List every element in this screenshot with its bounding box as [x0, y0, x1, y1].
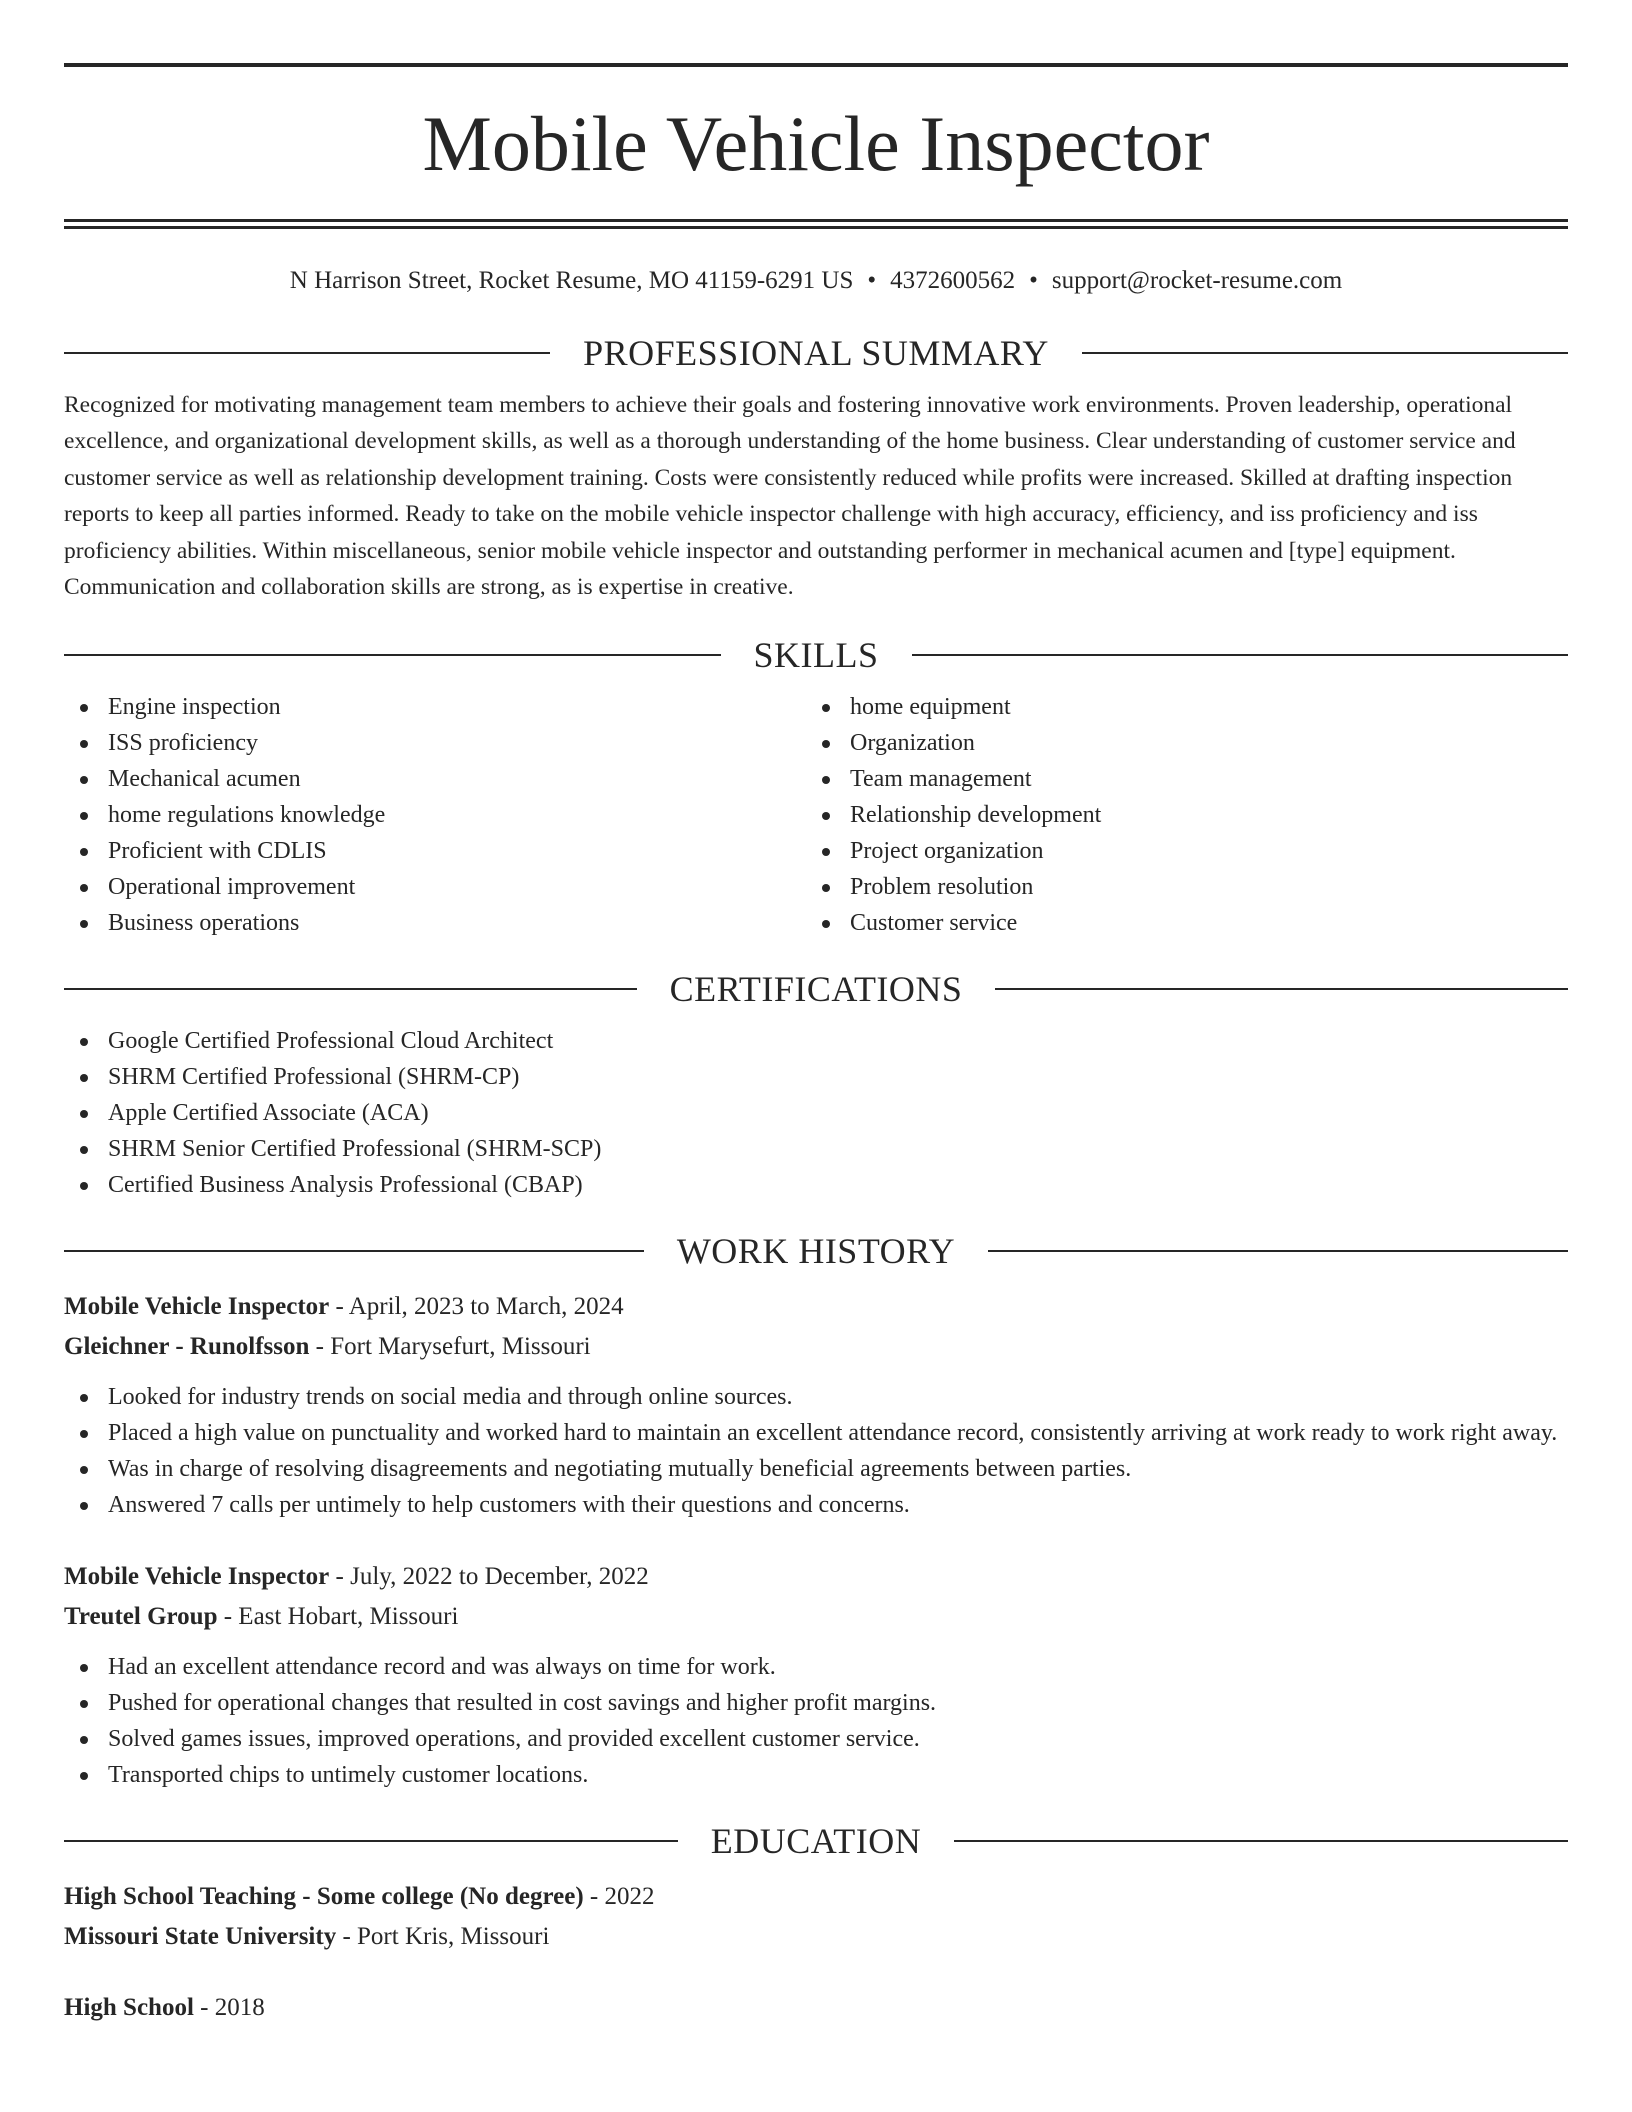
education-degree-line	[64, 1877, 1568, 1917]
skill-item: home equipment	[806, 689, 1548, 725]
job-bullet: Had an excellent attendance record and was always on time for work.	[64, 1649, 1568, 1685]
section-rule	[64, 1250, 644, 1252]
double-rule	[64, 219, 1568, 229]
skill-item: Organization	[806, 725, 1548, 761]
skill-item: Team management	[806, 761, 1548, 797]
skill-item: Proficient with CDLIS	[64, 833, 806, 869]
section-title: PROFESSIONAL SUMMARY	[583, 333, 1049, 373]
education-entry	[64, 1988, 1568, 2028]
contact-address: N Harrison Street, Rocket Resume, MO 41159-6291 US	[289, 267, 854, 294]
certification-item: Certified Business Analysis Professional (CBAP)	[64, 1167, 1568, 1203]
job-bullet-list	[64, 1379, 1568, 1523]
certification-item: SHRM Certified Professional (SHRM-CP)	[64, 1059, 1568, 1095]
skills-columns	[64, 689, 1568, 941]
job-company: Gleichner - Runolfsson	[64, 1333, 310, 1361]
contact-separator: •	[867, 267, 877, 294]
job-bullet: Was in charge of resolving disagreements and negotiating mutually beneficial agreements between parties.	[64, 1451, 1568, 1487]
contact-phone: 4372600562	[890, 267, 1016, 294]
job-title-line	[64, 1557, 1568, 1597]
skill-item: Relationship development	[806, 797, 1548, 833]
skills-list-left	[64, 689, 806, 941]
section-rule	[954, 1840, 1568, 1842]
section-header-certifications	[64, 967, 1568, 1011]
top-rule	[64, 63, 1568, 67]
section-title: WORK HISTORY	[676, 1231, 956, 1272]
certification-item: Google Certified Professional Cloud Architect	[64, 1023, 1568, 1059]
job-title: Mobile Vehicle Inspector	[64, 1293, 330, 1321]
section-header-summary	[64, 331, 1568, 375]
job-title: Mobile Vehicle Inspector	[64, 1563, 330, 1591]
skill-item: Business operations	[64, 905, 806, 941]
contact-separator: •	[1029, 267, 1038, 294]
skill-item: Customer service	[806, 905, 1548, 941]
candidate-name: Mobile Vehicle Inspector	[422, 100, 1210, 187]
job-bullet: Pushed for operational changes that resulted in cost savings and higher profit margins.	[64, 1685, 1568, 1721]
skill-item: Engine inspection	[64, 689, 806, 725]
certification-item: SHRM Senior Certified Professional (SHRM-SCP)	[64, 1131, 1568, 1167]
section-rule	[988, 1250, 1568, 1252]
job-bullet: Looked for industry trends on social media and through online sources.	[64, 1379, 1568, 1415]
section-header-skills	[64, 633, 1568, 677]
section-rule	[912, 654, 1569, 656]
skill-item: home regulations knowledge	[64, 797, 806, 833]
job-dates: - July, 2022 to December, 2022	[329, 1563, 649, 1591]
job-bullet: Answered 7 calls per untimely to help customers with their questions and concerns.	[64, 1487, 1568, 1523]
job-entry	[64, 1557, 1568, 1793]
summary-text: Recognized for motivating management team members to achieve their goals and fostering innovative work environments. Proven leadership, operational excellence, and organizational development skills, as well as a thorough understanding of the home business. Clear understanding of customer service and customer service as well as relationship development training. Costs were consistently reduced while profits were increased. Skilled at drafting inspection reports to keep all parties informed. Ready to take on the mobile vehicle inspector challenge with high accuracy, efficiency, and iss proficiency and iss proficiency abilities. Within miscellaneous, senior mobile vehicle inspector and outstanding performer in mechanical acumen and [type] equipment. Communication and collaboration skills are strong, as is expertise in creative.	[64, 392, 1516, 601]
section-rule	[995, 988, 1568, 990]
education-entry	[64, 1877, 1568, 1957]
job-bullet: Placed a high value on punctuality and worked hard to maintain an excellent attendance record, consistently arriving at work ready to work right away.	[64, 1415, 1568, 1451]
job-bullet: Solved games issues, improved operations, and provided excellent customer service.	[64, 1721, 1568, 1757]
skill-item: Problem resolution	[806, 869, 1548, 905]
section-rule	[64, 352, 550, 354]
section-header-education	[64, 1819, 1568, 1863]
education-school: Missouri State University	[64, 1923, 337, 1951]
education-year: - 2018	[193, 1994, 265, 2022]
certifications-list	[64, 1023, 1568, 1203]
job-company-line	[64, 1597, 1568, 1637]
job-entry	[64, 1287, 1568, 1523]
section-rule	[64, 1840, 678, 1842]
job-dates: - April, 2023 to March, 2024	[329, 1293, 624, 1321]
education-school-line	[64, 1917, 1568, 1957]
skill-item: Operational improvement	[64, 869, 806, 905]
education-degree: High School Teaching - Some college (No degree)	[64, 1883, 584, 1911]
skill-item: ISS proficiency	[64, 725, 806, 761]
skills-list-right	[806, 689, 1548, 941]
job-title-line	[64, 1287, 1568, 1327]
section-title: SKILLS	[753, 635, 879, 676]
education-degree: High School	[64, 1994, 194, 2022]
job-location: - Fort Marysefurt, Missouri	[309, 1333, 591, 1361]
job-company-line	[64, 1327, 1568, 1367]
resume-content	[64, 63, 1568, 2028]
job-bullet-list	[64, 1649, 1568, 1793]
certification-item: Apple Certified Associate (ACA)	[64, 1095, 1568, 1131]
contact-email: support@rocket-resume.com	[1051, 267, 1343, 294]
job-location: - East Hobart, Missouri	[217, 1603, 459, 1631]
job-company: Treutel Group	[64, 1603, 218, 1631]
section-rule	[64, 988, 637, 990]
section-rule	[1082, 352, 1568, 354]
education-location: - Port Kris, Missouri	[336, 1923, 550, 1951]
section-title: CERTIFICATIONS	[669, 969, 963, 1010]
skill-item: Project organization	[806, 833, 1548, 869]
job-bullet: Transported chips to untimely customer locations.	[64, 1757, 1568, 1793]
education-year: - 2022	[583, 1883, 655, 1911]
education-degree-line	[64, 1988, 1568, 2028]
skill-item: Mechanical acumen	[64, 761, 806, 797]
section-title: EDUCATION	[710, 1821, 922, 1862]
section-header-work-history	[64, 1229, 1568, 1273]
section-rule	[64, 654, 721, 656]
contact-line	[64, 265, 1568, 297]
